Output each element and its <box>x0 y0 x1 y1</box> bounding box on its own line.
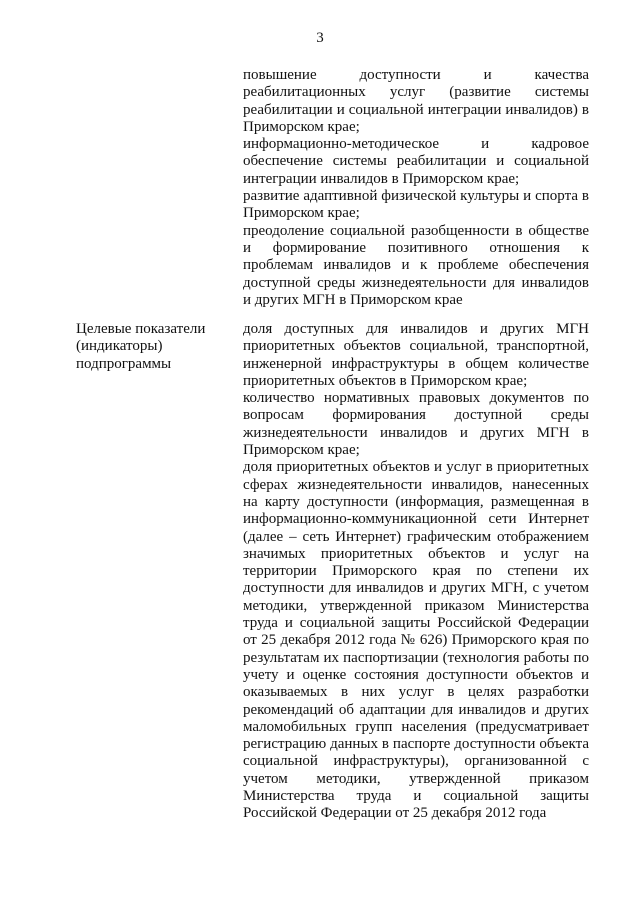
label-line: (индикаторы) <box>76 338 163 355</box>
indicators-block <box>243 321 589 823</box>
label-line: подпрограммы <box>76 355 172 372</box>
goals-continuation-block <box>243 67 589 309</box>
goal-paragraph: развитие адаптивной физической культуры и спорта в Приморском крае; <box>243 188 589 222</box>
label-line: Целевые показатели <box>76 321 206 337</box>
indicators-row-label <box>76 321 216 373</box>
indicator-paragraph: количество нормативных правовых документов по вопросам формирования доступной среды жизнедеятельности инвалидов и других МГН в Приморском крае; <box>243 390 589 459</box>
goal-paragraph: информационно-методическое и кадровое обеспечение системы реабилитации и социальной интеграции инвалидов в Приморском крае; <box>243 136 589 187</box>
page-number: 3 <box>316 30 324 46</box>
goal-paragraph: повышение доступности и качества реабилитационных услуг (развитие системы реабилитации и социальной интеграции инвалидов) в Приморском крае; <box>243 67 589 135</box>
indicator-paragraph: доля приоритетных объектов и услуг в приоритетных сферах жизнедеятельности инвалидов, нанесенных на карту доступности (информация, размещенная в информационно-коммуникационной сети Интернет (далее – сеть Интернет) графическим отображением значимых приоритетных объектов и услуг на территории Приморского края по степени их доступности для инвалидов и других МГН, с учетом методики, утвержденной приказом Министерства труда и социальной защиты Российской Федерации от 25 декабря 2012 года № 626) Приморского края по результатам их паспортизации (технология работы по учету и оценке состояния доступности объектов и оказываемых в них услуг в целях разработки рекомендаций об адаптации для инвалидов и других маломобильных групп населения (предусматривает регистрацию данных в паспорте доступности объекта социальной инфраструктуры), организованной с учетом методики, утвержденной приказом Министерства труда и социальной защиты Российской Федерации от 25 декабря 2012 года <box>243 459 589 822</box>
goal-paragraph: преодоление социальной разобщенности в обществе и формирование позитивного отношения к проблемам инвалидов и к проблеме обеспечения доступной среды жизнедеятельности для инвалидов и других МГН в Приморском крае <box>243 222 589 308</box>
indicator-paragraph: доля доступных для инвалидов и других МГН приоритетных объектов социальной, транспортной, инженерной инфраструктуры в общем количестве приоритетных объектов в Приморском крае; <box>243 321 589 389</box>
